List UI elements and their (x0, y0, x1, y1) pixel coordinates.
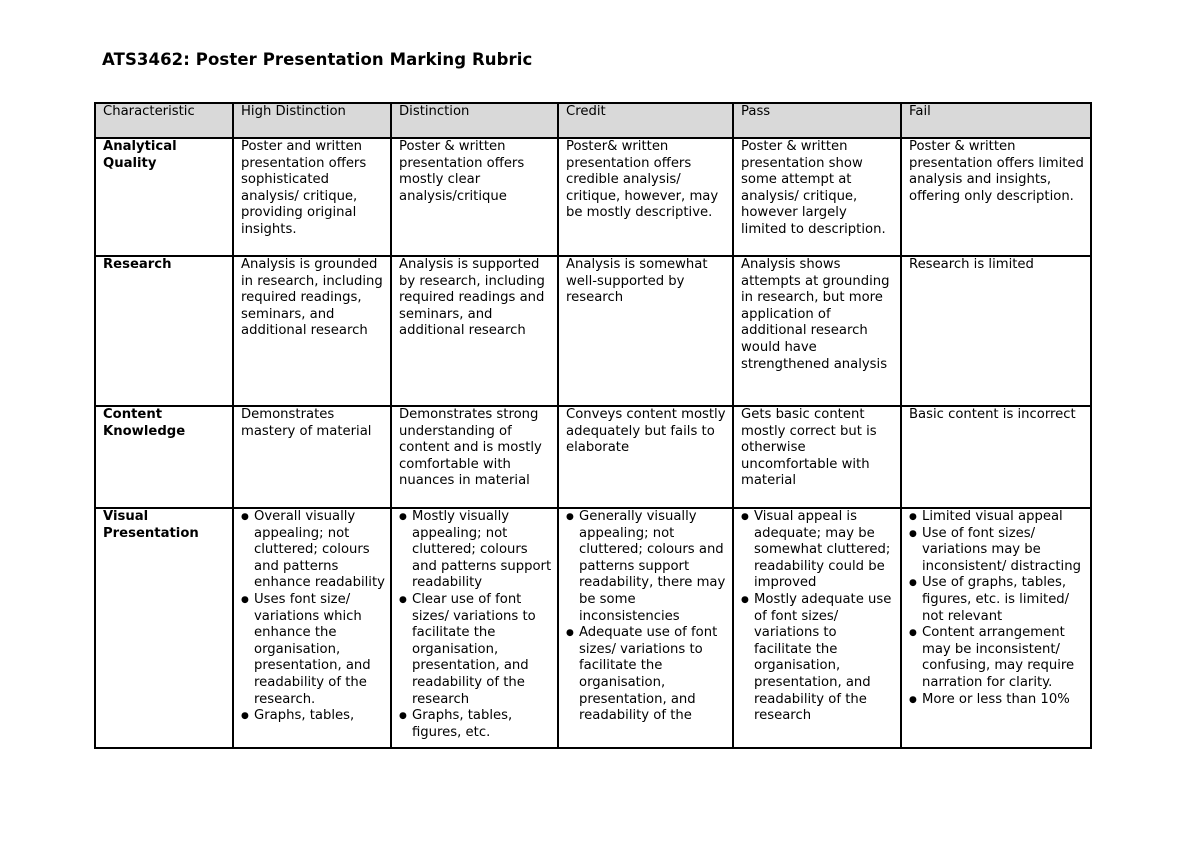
bullet-list (909, 509, 1086, 708)
bullet-list (741, 509, 896, 725)
table-cell: Demonstrates mastery of material (233, 406, 391, 508)
list-item: ● Visual appeal is adequate; may be somewhat cluttered; readability could be improved (741, 509, 896, 592)
table-row (95, 406, 1091, 508)
table-cell: Research is limited (901, 256, 1091, 406)
bullet-list (566, 509, 728, 725)
header-pass: Pass (733, 103, 901, 138)
list-item: ● Generally visually appealing; not cluttered; colours and patterns support readability, there may be some inconsistencies (566, 509, 728, 625)
table-cell (558, 508, 733, 748)
table-cell: Basic content is incorrect (901, 406, 1091, 508)
table-cell (901, 508, 1091, 748)
list-item: ● Limited visual appeal (909, 509, 1086, 526)
rubric-table (94, 102, 1092, 749)
table-row (95, 508, 1091, 748)
header-credit: Credit (558, 103, 733, 138)
bullet-list (241, 509, 386, 725)
table-cell: Demonstrates strong understanding of content and is mostly comfortable with nuances in material (391, 406, 558, 508)
header-row (95, 103, 1091, 138)
row-label-content-knowledge: Content Knowledge (95, 406, 233, 508)
table-cell: Analysis is somewhat well-supported by research (558, 256, 733, 406)
list-item: ● Use of font sizes/ variations may be inconsistent/ distracting (909, 526, 1086, 576)
list-item: ● Uses font size/ variations which enhance the organisation, presentation, and readability of the research. (241, 592, 386, 708)
table-row (95, 138, 1091, 256)
list-item: ● Graphs, tables, (241, 708, 386, 725)
table-cell: Analysis shows attempts at grounding in research, but more application of additional research would have strengthened analysis (733, 256, 901, 406)
row-label-analytical-quality: Analytical Quality (95, 138, 233, 256)
list-item: ● Adequate use of font sizes/ variations to facilitate the organisation, presentation, and readability of the (566, 625, 728, 725)
table-cell: Gets basic content mostly correct but is otherwise uncomfortable with material (733, 406, 901, 508)
list-item: ● Clear use of font sizes/ variations to facilitate the organisation, presentation, and readability of the research (399, 592, 553, 708)
row-label-research: Research (95, 256, 233, 406)
header-high-distinction: High Distinction (233, 103, 391, 138)
list-item: ● Graphs, tables, figures, etc. (399, 708, 553, 741)
table-cell (733, 508, 901, 748)
list-item: ● Content arrangement may be inconsistent/ confusing, may require narration for clarity. (909, 625, 1086, 691)
table-cell: Poster& written presentation offers credible analysis/ critique, however, may be mostly descriptive. (558, 138, 733, 256)
table-cell: Analysis is supported by research, including required readings and seminars, and additional research (391, 256, 558, 406)
table-cell: Conveys content mostly adequately but fails to elaborate (558, 406, 733, 508)
list-item: ● More or less than 10% (909, 692, 1086, 709)
header-characteristic: Characteristic (95, 103, 233, 138)
table-cell: Poster and written presentation offers sophisticated analysis/ critique, providing original insights. (233, 138, 391, 256)
table-cell: Poster & written presentation offers limited analysis and insights, offering only description. (901, 138, 1091, 256)
list-item: ● Use of graphs, tables, figures, etc. is limited/ not relevant (909, 575, 1086, 625)
row-label-visual-presentation: Visual Presentation (95, 508, 233, 748)
list-item: ● Mostly visually appealing; not cluttered; colours and patterns support readability (399, 509, 553, 592)
table-cell: Analysis is grounded in research, including required readings, seminars, and additional research (233, 256, 391, 406)
table-row (95, 256, 1091, 406)
table-cell (233, 508, 391, 748)
table-cell: Poster & written presentation show some attempt at analysis/ critique, however largely limited to description. (733, 138, 901, 256)
header-fail: Fail (901, 103, 1091, 138)
table-cell (391, 508, 558, 748)
list-item: ● Overall visually appealing; not cluttered; colours and patterns enhance readability (241, 509, 386, 592)
bullet-list (399, 509, 553, 741)
list-item: ● Mostly adequate use of font sizes/ variations to facilitate the organisation, presentation, and readability of the research (741, 592, 896, 725)
table-cell: Poster & written presentation offers mostly clear analysis/critique (391, 138, 558, 256)
header-distinction: Distinction (391, 103, 558, 138)
page-title: ATS3462: Poster Presentation Marking Rubric (102, 50, 533, 69)
